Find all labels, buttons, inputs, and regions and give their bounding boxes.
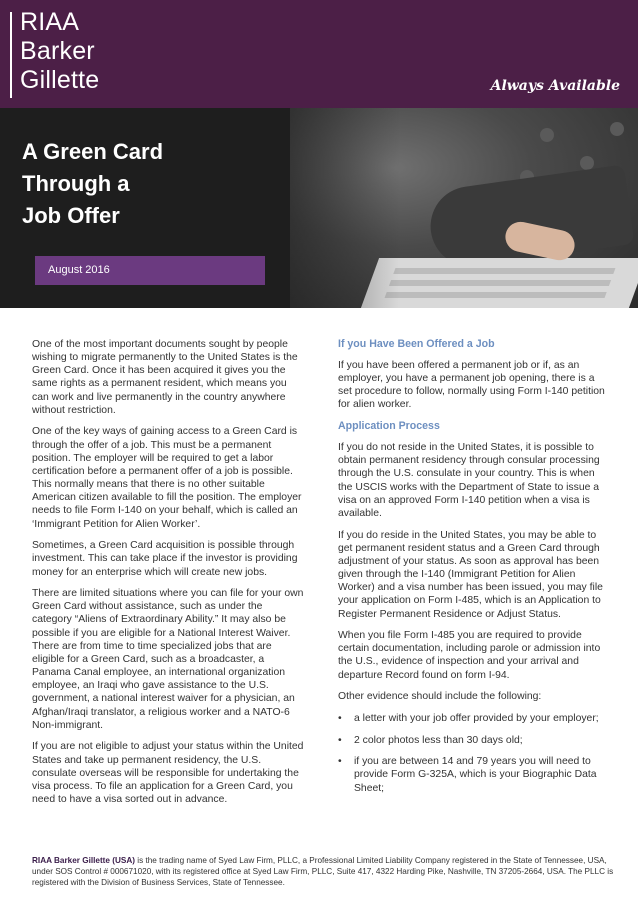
keyboard-illustration bbox=[361, 258, 638, 308]
header-bar bbox=[0, 0, 638, 108]
bullet-icon: • bbox=[338, 734, 342, 746]
keyboard-row bbox=[389, 280, 611, 286]
paragraph: There are limited situations where you can file for your own Green Card without assistance, such as under the category “Aliens of Extraordinary Ability.” It may also be possible if you are eligible for a National Interest Waiver. There are from time to time specialized jobs that are eligible for a Green Card, such as a broadcaster, a Panama Canal employee, an international organization employee, an Iraqi who gave assistance to the U.S. government, a national interest waiver for a physician, an Afghan/Iraqi translator, a religious worker and a NATO-6 Non-immigrant. bbox=[32, 588, 304, 731]
firm-logo bbox=[10, 8, 130, 95]
paragraph: Other evidence should include the following: bbox=[338, 691, 542, 703]
list-item bbox=[338, 755, 610, 794]
list-item-text: 2 color photos less than 30 days old; bbox=[354, 734, 523, 746]
paragraph: If you do not reside in the United States, it is possible to obtain permanent residency through consular processing through the U.S. consulate in your country. This is when the USCIS works with the Department of State to issue a visa on an approved Form I-140 petition when a visa is available. bbox=[338, 442, 600, 519]
decor-dot bbox=[610, 122, 624, 136]
list-item-text: if you are between 14 and 79 years you will need to provide Form G-325A, which is your Biographic Data Sheet; bbox=[354, 756, 597, 794]
left-column bbox=[32, 338, 304, 815]
document-title bbox=[22, 136, 163, 232]
logo-line-1: RIAA bbox=[20, 8, 80, 36]
list-item bbox=[338, 712, 610, 725]
paragraph: If you have been offered a permanent job or if, as an employer, you have a permanent job opening, there is a set procedure to follow, normally using Form I-140 petition for alien worker. bbox=[338, 360, 605, 411]
paragraph: If you do reside in the United States, you may be able to get permanent resident status and a Green Card through adjustment of your status. As soon as approval has been given through the I-140 (Immigrant Petition for Alien Worker) and a visa number has been issued, you may file your application on Form I-485, which is an Application to Register Permanent Residence or Adjust Status. bbox=[338, 529, 603, 620]
date-badge: August 2016 bbox=[35, 256, 265, 285]
footer-brand: RIAA Barker Gillette (USA) bbox=[32, 856, 135, 865]
list-item bbox=[338, 734, 610, 747]
paragraph: One of the most important documents sought by people wishing to migrate permanently to the United States is the Green Card. Once it has been acquired it gives you the same rights as a permanent resident, which means you can work and live permanently in the country anywhere without restriction. bbox=[32, 339, 298, 416]
decor-dot bbox=[540, 128, 554, 142]
logo-line-3: Gillette bbox=[20, 66, 100, 94]
title-line-3: Job Offer bbox=[22, 203, 120, 228]
title-line-2: Through a bbox=[22, 171, 130, 196]
footer-text: is the trading name of Syed Law Firm, PLLC, a Professional Limited Liability Company registered in the State of Tennessee, USA, under SOS Control # 000671020, with its registered office at Syed Law Firm, PLLC, Suite 417, 4322 Harding Pike, Nashville, TN 37205-2664, USA. The PLLC is registered with the Division of Business Services, State of Tennessee. bbox=[32, 856, 614, 887]
section-heading-application: Application Process bbox=[338, 420, 440, 433]
evidence-list bbox=[338, 712, 610, 795]
bullet-icon: • bbox=[338, 756, 342, 768]
logo-divider bbox=[10, 12, 12, 98]
list-item-text: a letter with your job offer provided by your employer; bbox=[354, 712, 599, 724]
logo-line-2: Barker bbox=[20, 37, 95, 65]
right-column bbox=[338, 338, 610, 803]
keyboard-row bbox=[393, 268, 615, 274]
title-line-1: A Green Card bbox=[22, 139, 164, 164]
keyboard-row bbox=[385, 292, 607, 298]
paragraph: When you file Form I-485 you are required to provide certain documentation, including parole or admission into the U.S., evidence of inspection and your arrival and departure Record found on form I-94. bbox=[338, 630, 601, 681]
paragraph: If you are not eligible to adjust your status within the United States and take up permanent residency, the U.S. consulate overseas will be responsible for undertaking the visa process. To file an application for a Green Card, you need to have a visa sorted out in advance. bbox=[32, 741, 304, 805]
legal-footer bbox=[32, 855, 617, 888]
paragraph: One of the key ways of gaining access to a Green Card is through the offer of a job. This must be a permanent position. The employer will be required to get a labor certification before a permanent offer of a job is possible. This normally means that there is no other suitable American citizen available to fill the position. The employer needs to file Form I-140 on your behalf, which is called an ‘Immigrant Petition for Alien Worker’. bbox=[32, 426, 302, 530]
section-heading-job-offer: If you Have Been Offered a Job bbox=[338, 338, 495, 350]
bullet-icon: • bbox=[338, 712, 342, 724]
tagline: Always Available bbox=[490, 78, 620, 94]
paragraph: Sometimes, a Green Card acquisition is possible through investment. This can take place if the investor is providing money for an enterprise which will create new jobs. bbox=[32, 540, 298, 578]
